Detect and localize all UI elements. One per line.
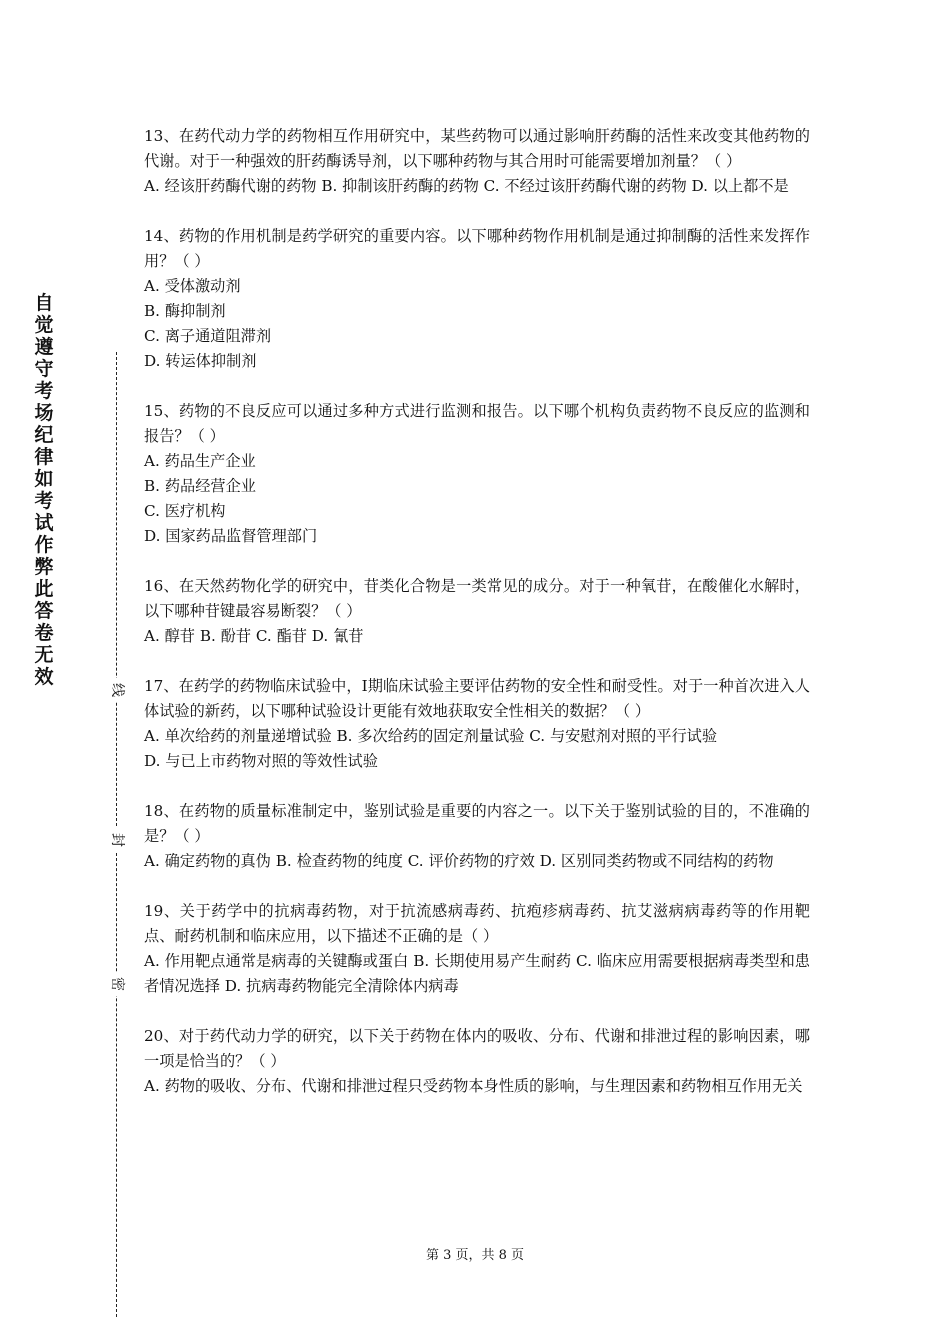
question-stem: 19、关于药学中的抗病毒药物，对于抗流感病毒药、抗疱疹病毒药、抗艾滋病病毒药等的作用靶点、耐药机制和临床应用，以下描述不正确的是（ ） [144,902,810,945]
notice-char: 守 [34,358,54,380]
question-options: A. 醇苷 B. 酚苷 C. 酯苷 D. 氰苷 [144,627,364,645]
notice-char: 答 [34,600,54,622]
option-d: D. 国家药品监督管理部门 [144,527,318,545]
notice-char: 此 [34,578,54,600]
notice-char: 无 [34,644,54,666]
question-19 [144,899,810,999]
question-options: A. 药物的吸收、分布、代谢和排泄过程只受药物本身性质的影响，与生理因素和药物相互作用无关 [144,1077,803,1095]
option-d: D. 转运体抑制剂 [144,352,257,370]
question-15 [144,399,810,549]
option-c: C. 医疗机构 [144,502,226,520]
notice-char: 试 [34,512,54,534]
notice-char: 效 [34,666,54,688]
question-stem: 18、在药物的质量标准制定中，鉴别试验是重要的内容之一。以下关于鉴别试验的目的，不准确的是？（ ） [144,802,810,845]
option-b: B. 酶抑制剂 [144,302,226,320]
question-14 [144,224,810,374]
option-a: A. 受体激动剂 [144,277,241,295]
binding-label-mi: 密 [106,972,128,996]
notice-char: 遵 [34,336,54,358]
binding-label-feng: 封 [106,828,128,852]
notice-char: 考 [34,490,54,512]
question-stem: 16、在天然药物化学的研究中，苷类化合物是一类常见的成分。对于一种氧苷，在酸催化水解时，以下哪种苷键最容易断裂？（ ） [144,577,810,620]
notice-char: 作 [34,534,54,556]
exam-discipline-notice [32,292,56,688]
question-20 [144,1024,810,1099]
page-number: 第 3 页，共 8 页 [425,1248,525,1263]
question-options: A. 作用靶点通常是病毒的关键酶或蛋白 B. 长期使用易产生耐药 C. 临床应用需要根据病毒类型和患者情况选择 D. 抗病毒药物能完全清除体内病毒 [144,952,810,995]
option-d: D. 与已上市药物对照的等效性试验 [144,752,378,770]
notice-char: 卷 [34,622,54,644]
question-stem: 13、在药代动力学的药物相互作用研究中，某些药物可以通过影响肝药酶的活性来改变其他药物的代谢。对于一种强效的肝药酶诱导剂，以下哪种药物与其合用时可能需要增加剂量？（ ） [144,127,810,170]
notice-char: 律 [34,446,54,468]
options-a-to-c: A. 单次给药的剂量递增试验 B. 多次给药的固定剂量试验 C. 与安慰剂对照的平行试验 [144,727,718,745]
binding-label-xian: 线 [106,678,128,702]
question-stem: 14、药物的作用机制是药学研究的重要内容。以下哪种药物作用机制是通过抑制酶的活性来发挥作用？（ ） [144,227,810,270]
question-16 [144,574,810,649]
question-options: A. 经该肝药酶代谢的药物 B. 抑制该肝药酶的药物 C. 不经过该肝药酶代谢的药物 D. 以上都不是 [144,177,789,195]
notice-char: 考 [34,380,54,402]
question-stem: 15、药物的不良反应可以通过多种方式进行监测和报告。以下哪个机构负责药物不良反应的监测和报告？（ ） [144,402,810,445]
notice-char: 自 [34,292,54,314]
option-b: B. 药品经营企业 [144,477,256,495]
question-13 [144,124,810,199]
question-options: A. 确定药物的真伪 B. 检查药物的纯度 C. 评价药物的疗效 D. 区别同类药物或不同结构的药物 [144,852,774,870]
question-17 [144,674,810,774]
notice-char: 场 [34,402,54,424]
notice-char: 纪 [34,424,54,446]
question-18 [144,799,810,874]
question-list [144,124,810,1124]
notice-char: 觉 [34,314,54,336]
notice-char: 如 [34,468,54,490]
question-stem: 17、在药学的药物临床试验中，Ⅰ期临床试验主要评估药物的安全性和耐受性。对于一种首次进入人体试验的新药，以下哪种试验设计更能有效地获取安全性相关的数据？（ ） [144,677,810,720]
option-a: A. 药品生产企业 [144,452,256,470]
notice-char: 弊 [34,556,54,578]
option-c: C. 离子通道阻滞剂 [144,327,272,345]
question-stem: 20、对于药代动力学的研究，以下关于药物在体内的吸收、分布、代谢和排泄过程的影响因素，哪一项是恰当的？（ ） [144,1027,810,1070]
